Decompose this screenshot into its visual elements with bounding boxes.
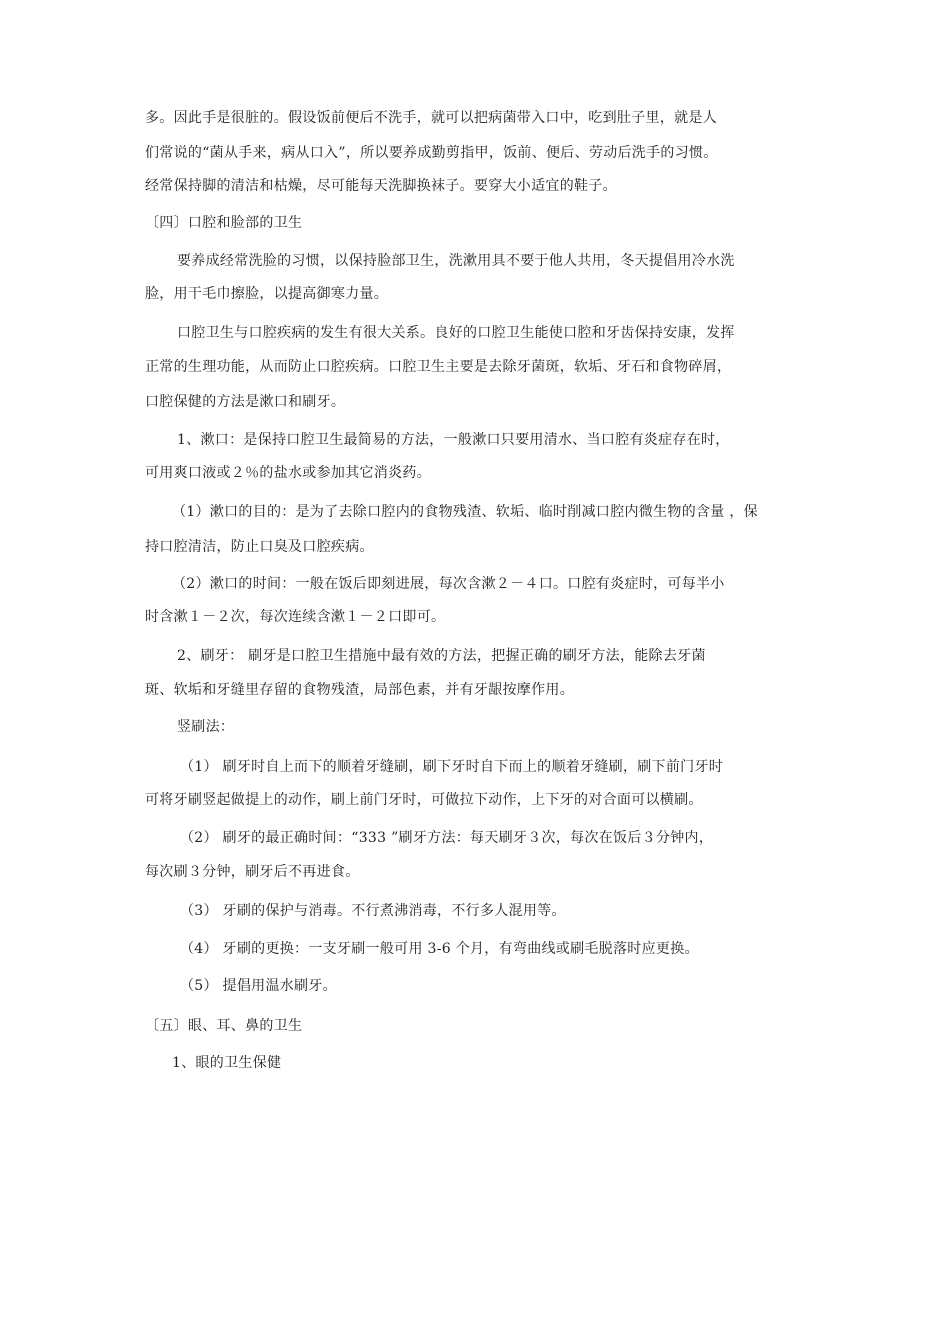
text-line: （3） 牙刷的保护与消毒。不行煮沸消毒，不行多人混用等。 [180, 903, 566, 919]
text-line: 每次刷３分钟，刷牙后不再进食。 [145, 864, 360, 880]
text-line: 可用爽口液或２％的盐水或参加其它消炎药。 [145, 465, 431, 481]
text-line: 经常保持脚的清洁和枯燥，尽可能每天洗脚换袜子。要穿大小适宜的鞋子。 [145, 178, 617, 194]
text-line: （2） 刷牙的最正确时间：“333 ”刷牙方法：每天刷牙３次，每次在饭后３分钟内， [180, 830, 714, 846]
text-line: 2、刷牙： 刷牙是口腔卫生措施中最有效的方法，把握正确的刷牙方法，能除去牙菌 [177, 648, 706, 664]
text-line: （5） 提倡用温水刷牙。 [180, 978, 337, 994]
section-heading: 〔五〕眼、耳、鼻的卫生 [145, 1018, 303, 1034]
text-line: 正常的生理功能，从而防止口腔疾病。口腔卫生主要是去除牙菌斑，软垢、牙石和食物碎屑， [145, 359, 732, 375]
text-line: 口腔卫生与口腔疾病的发生有很大关系。良好的口腔卫生能使口腔和牙齿保持安康，发挥 [177, 325, 735, 341]
text-line: 口腔保健的方法是漱口和刷牙。 [145, 394, 346, 410]
text-line: （4） 牙刷的更换：一支牙刷一般可用 3-6 个月，有弯曲线或刷毛脱落时应更换。 [180, 941, 699, 957]
text-line: 可将牙刷竖起做提上的动作，刷上前门牙时，可做拉下动作，上下牙的对合面可以横刷。 [145, 792, 703, 808]
text-line: 持口腔清洁，防止口臭及口腔疾病。 [145, 539, 374, 555]
text-line: 们常说的“菌从手来，病从口入”，所以要养成勤剪指甲，饭前、便后、劳动后洗手的习惯。 [145, 145, 718, 161]
text-line: 斑、软垢和牙缝里存留的食物残渣，局部色素，并有牙龈按摩作用。 [145, 682, 574, 698]
text-line: （1） 刷牙时自上而下的顺着牙缝刷，刷下牙时自下而上的顺着牙缝刷，刷下前门牙时 [180, 759, 724, 775]
text-line: 要养成经常洗脸的习惯，以保持脸部卫生，洗漱用具不要于他人共用，冬天提倡用冷水洗 [177, 253, 735, 269]
text-line: （1）漱口的目的：是为了去除口腔内的食物残渣、软垢、临时削减口腔内微生物的含量 ，保 [172, 504, 758, 520]
text-line: 1、漱口：是保持口腔卫生最简易的方法，一般漱口只要用清水、当口腔有炎症存在时， [177, 432, 730, 448]
text-line: 多。因此手是很脏的。假设饭前便后不洗手，就可以把病菌带入口中，吃到肚子里，就是人 [145, 110, 717, 126]
text-line: 脸，用干毛巾擦脸，以提高御寒力量。 [145, 286, 389, 302]
subheading: 1、眼的卫生保健 [172, 1055, 282, 1071]
text-line: （2）漱口的时间：一般在饭后即刻进展，每次含漱２－４口。口腔有炎症时，可每半小 [172, 576, 725, 592]
subheading: 竖刷法： [177, 719, 235, 735]
section-heading: 〔四〕口腔和脸部的卫生 [145, 215, 303, 231]
text-line: 时含漱１－２次，每次连续含漱１－２口即可。 [145, 609, 446, 625]
